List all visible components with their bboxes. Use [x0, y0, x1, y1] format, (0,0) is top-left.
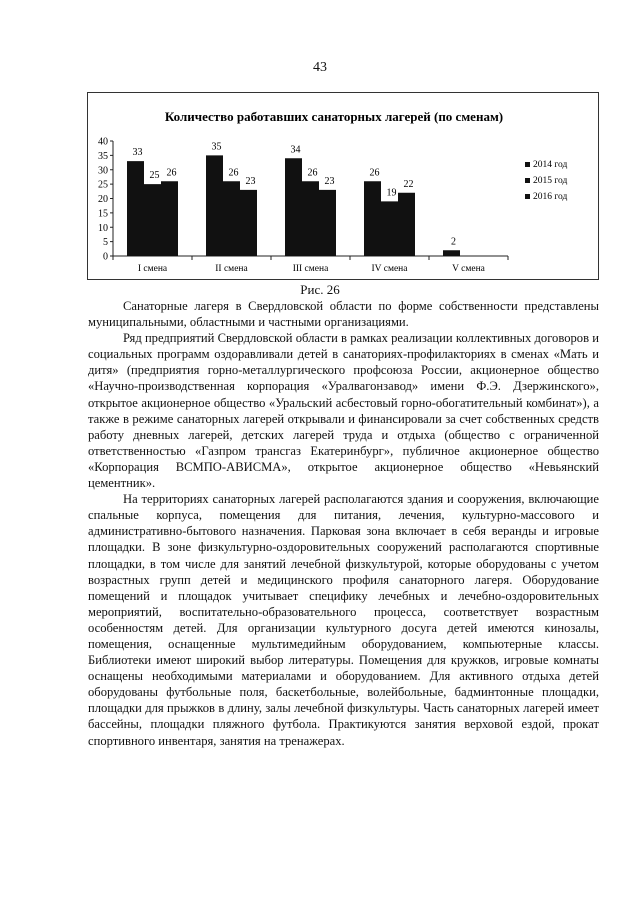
- bar: [302, 181, 319, 256]
- y-tick-label: 30: [98, 165, 108, 177]
- x-tick-label: V смена: [452, 264, 485, 274]
- bar: [127, 161, 144, 256]
- chart-legend: [525, 160, 568, 202]
- data-label: 34: [290, 144, 301, 156]
- data-label: 22: [403, 178, 414, 190]
- body-text: [88, 298, 599, 749]
- paragraph: На территориях санаторных лагерей располагаются здания и сооружения, включающие спальные корпуса, помещения для питания, лечения, культурно-массового и административно-бытового назначения. Парковая зона включает в себя веранды и игровые площадки. В зоне физкультурно-оздоровительных сооружений располагаются спортивные площадки, в том числе для занятий лечебной физкультурой, которые оборудованы с учетом возрастных групп детей и медицинского профиля санаторного лагеря. Оборудование помещений и площадок учитывает специфику лечебных и лечебно-оздоровительных мероприятий, воспитательно-образовательного процесса, соответствует возрастным особенностям детей. Для организации культурного досуга детей имеются кинозалы, помещения, оснащенные мультимедийным оборудованием, компьютерные классы. Библиотеки имеют широкий выбор литературы. Помещения для кружков, игровые комнаты оснащены необходимыми материалами и оборудованием. Для активного отдыха детей оборудованы футбольные поля, баскетбольные, волейбольные, бадминтонные площадки, площадки для прыжков в длину, залы лечебной физкультуры. Часть санаторных лагерей имеет бассейны, площадки пляжного футбола. Практикуются занятия верховой ездой, прокат спортивного инвентаря, занятия на тренажерах.: [88, 492, 599, 748]
- data-label: 25: [149, 170, 160, 182]
- x-tick-label: IV смена: [371, 264, 408, 274]
- y-tick-label: 15: [98, 208, 108, 220]
- bar: [443, 250, 460, 256]
- data-label: 2: [451, 236, 456, 248]
- figure-caption: Рис. 26: [300, 282, 340, 297]
- data-label: 26: [228, 167, 239, 179]
- page-number: 43: [313, 60, 327, 75]
- paragraph: Ряд предприятий Свердловской области в рамках реализации коллективных договоров и социальных программ оздоравливали детей в санаториях-профилакториях в сменах «Мать и дитя» (предприятия горно-металлургического профсоюза России, акционерное общество «Научно-производственная корпорация «Уралвагонзавод» имени Ф.Э. Дзержинского», открытое акционерное общество «Уральский асбестовый горно-обогатительный комбинат»), а также в режиме санаторных лагерей открывали и финансировали за счет собственных средств работу дневных лагерей, детских лагерей труда и отдыха (общество с ограниченной ответственностью «Газпром трансгаз Екатеринбург», публичное акционерное общество «Корпорация ВСМПО-АВИСМА», открытое акционерное общество «Невьянский цементник».: [88, 331, 599, 491]
- data-label: 23: [245, 175, 256, 187]
- x-tick-label: I смена: [137, 264, 168, 274]
- chart-bars: [127, 141, 460, 256]
- bar: [381, 201, 398, 256]
- bar: [364, 181, 381, 256]
- y-tick-label: 0: [103, 251, 108, 263]
- data-label: 26: [166, 167, 177, 179]
- x-tick-label: III смена: [292, 264, 329, 274]
- legend-label: 2016 год: [533, 192, 568, 202]
- legend-label: 2014 год: [533, 160, 568, 170]
- bar: [206, 155, 223, 256]
- y-tick-label: 20: [98, 194, 108, 205]
- paragraph: Санаторные лагеря в Свердловской области по форме собственности представлены муниципальными, областными и частными организациями.: [88, 299, 599, 330]
- bar: [285, 158, 302, 256]
- x-tick-label: II смена: [215, 264, 248, 274]
- chart-title: Количество работавших санаторных лагерей (по сменам): [164, 109, 504, 124]
- data-label: 23: [324, 175, 335, 187]
- data-label: 26: [307, 167, 318, 179]
- data-label: 35: [211, 141, 222, 153]
- bar: [161, 181, 178, 256]
- y-tick-label: 40: [98, 136, 108, 148]
- bar: [223, 181, 240, 256]
- bar: [240, 190, 257, 256]
- legend-swatch: [525, 178, 530, 183]
- y-tick-label: 35: [98, 150, 108, 162]
- bar-chart: [88, 93, 600, 281]
- bar: [144, 184, 161, 256]
- data-label: 33: [132, 147, 143, 159]
- legend-label: 2015 год: [533, 176, 568, 186]
- y-tick-label: 25: [98, 179, 108, 191]
- bar: [319, 190, 336, 256]
- y-tick-label: 5: [103, 237, 108, 249]
- legend-swatch: [525, 194, 530, 199]
- bar: [398, 193, 415, 256]
- y-tick-label: 10: [98, 222, 108, 234]
- data-label: 26: [369, 167, 380, 179]
- data-label: 19: [386, 187, 397, 199]
- chart-frame: [87, 92, 599, 280]
- legend-swatch: [525, 162, 530, 167]
